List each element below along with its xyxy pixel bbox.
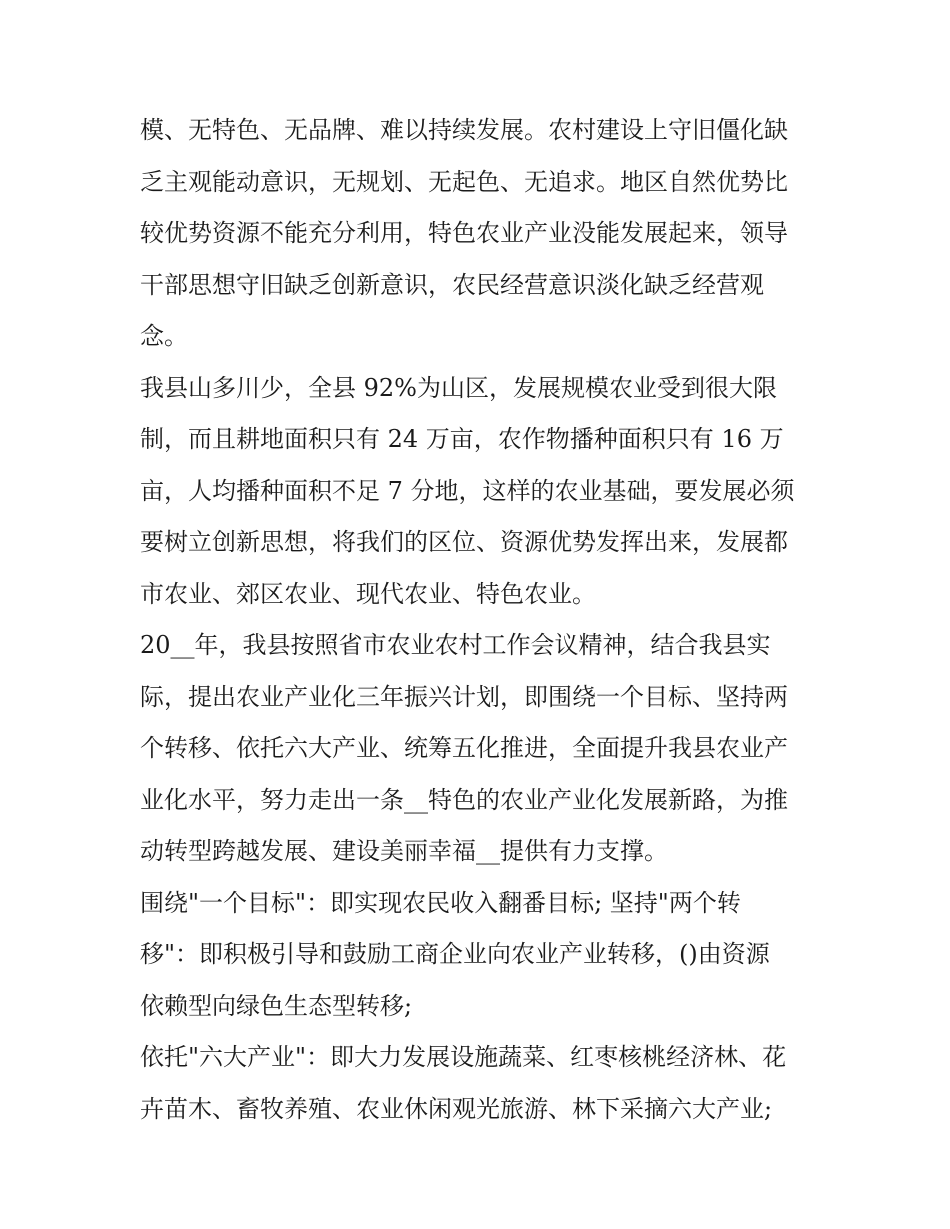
text-line: 制，而且耕地面积只有 24 万亩，农作物播种面积只有 16 万 (140, 425, 784, 453)
paragraph-1 (140, 105, 820, 363)
text-line: 模、无特色、无品牌、难以持续发展。农村建设上守旧僵化缺 (140, 116, 788, 144)
text-line: 要树立创新思想，将我们的区位、资源优势发挥出来，发展都 (140, 528, 788, 556)
text-line: 20__年，我县按照省市农业农村工作会议精神，结合我县实 (140, 631, 771, 659)
text-line: 个转移、依托六大产业、统筹五化推进，全面提升我县农业产 (140, 734, 788, 762)
text-line: 围绕"一个目标"：即实现农民收入翻番目标; 坚持"两个转 (140, 888, 741, 917)
text-line: 念。 (140, 322, 188, 350)
paragraph-2 (140, 363, 820, 621)
paragraph-5 (140, 1032, 820, 1135)
paragraph-4 (140, 878, 820, 1033)
text-line: 干部思想守旧缺乏创新意识，农民经营意识淡化缺乏经营观 (140, 270, 764, 299)
text-line: 移"：即积极引导和鼓励工商企业向农业产业转移，()由资源 (140, 940, 770, 968)
text-line: 亩，人均播种面积不足 7 分地，这样的农业基础，要发展必须 (140, 476, 795, 505)
text-line: 较优势资源不能充分利用，特色农业产业没能发展起来，领导 (140, 219, 788, 247)
text-line: 我县山多川少，全县 92%为山区，发展规模农业受到很大限 (140, 373, 777, 402)
text-line: 卉苗木、畜牧养殖、农业休闲观光旅游、林下采摘六大产业; (140, 1094, 773, 1123)
text-line: 际，提出农业产业化三年振兴计划，即围绕一个目标、坚持两 (140, 682, 788, 711)
text-line: 依托"六大产业"：即大力发展设施蔬菜、红枣核桃经济林、花 (140, 1043, 787, 1071)
text-line: 依赖型向绿色生态型转移; (140, 991, 413, 1020)
text-line: 动转型跨越发展、建设美丽幸福__提供有力支撑。 (140, 837, 668, 865)
text-line: 市农业、郊区农业、现代农业、特色农业。 (140, 579, 596, 608)
text-line: 业化水平，努力走出一条__特色的农业产业化发展新路，为推 (140, 785, 788, 814)
text-line: 乏主观能动意识，无规划、无起色、无追求。地区自然优势比 (140, 167, 788, 196)
paragraph-3 (140, 620, 820, 878)
document-body (140, 105, 820, 1135)
